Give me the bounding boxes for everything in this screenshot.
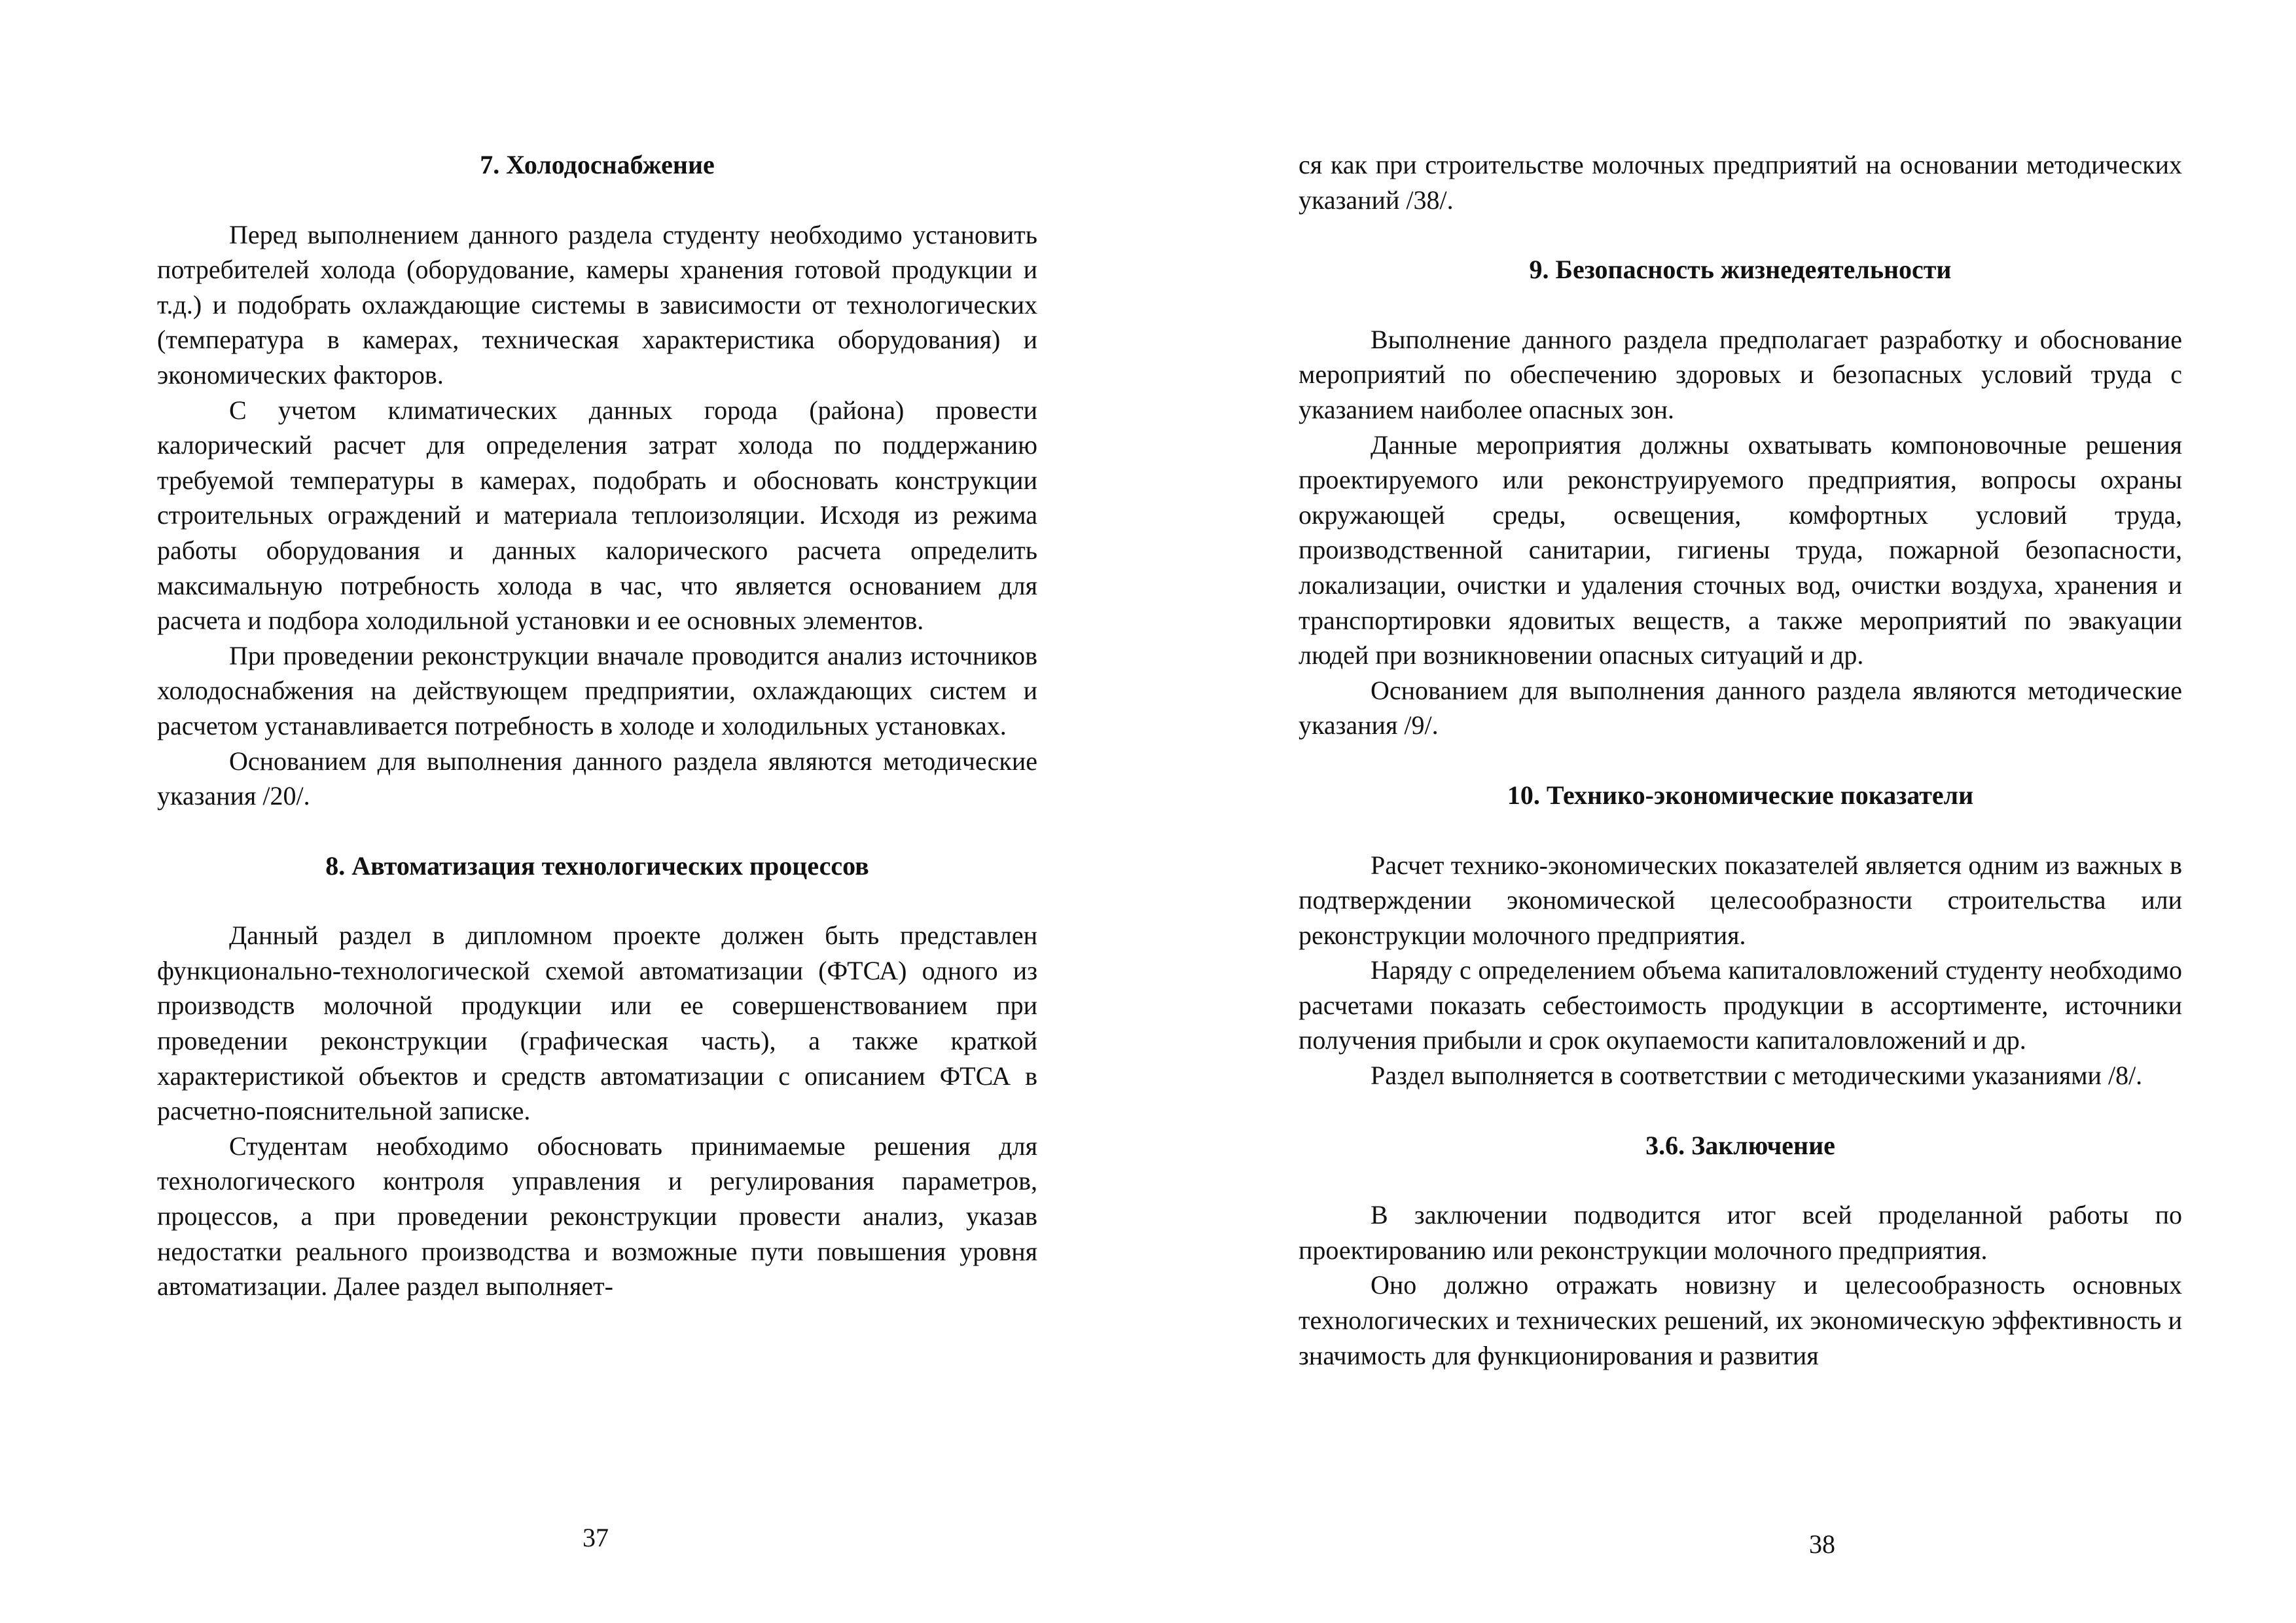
section-10-paragraph-1: Расчет технико-экономических показателей является одним из важных в подтверждении экономической целесообразности строительства или реконструкции молочного предприятия. [1299,850,2182,950]
section-3-6-heading: 3.6. Заключение [1645,1130,1835,1160]
section-7-paragraph-1: Перед выполнением данного раздела студенту необходимо установить потребителей холода (оборудование, камеры хранения готовой продукции и т.д.) и подобрать охлаждающие системы в зависимости от технологических (температура в камерах, техническая характеристика оборудования) и экономических факторов. [157,219,1037,390]
section-9-paragraph-1: Выполнение данного раздела предполагает разработку и обоснование мероприятий по обеспечению здоровых и безопасных условий труда с указанием наиболее опасных зон. [1299,324,2182,424]
section-9-paragraph-3: Основанием для выполнения данного раздела являются методические указания /9/. [1299,675,2182,740]
section-8-paragraph-1: Данный раздел в дипломном проекте должен быть представлен функционально-технологической схемой автоматизации (ФТСА) одного из производств молочной продукции или ее совершенствованием при проведении реконструкции (графическая часть), а также краткой характеристикой объектов и средств автоматизации с описанием ФТСА в расчетно-пояснительной записке. [157,921,1037,1126]
section-9-paragraph-2: Данные мероприятия должны охватывать компоновочные решения проектируемого или реконструируемого предприятия, вопросы охраны окружающей среды, освещения, комфортных условий труда, производственной санитарии, гигиены труда, пожарной безопасности, локализации, очистки и удаления сточных вод, очистки воздуха, хранения и транспортировки ядовитых веществ, а также мероприятий по эвакуации людей при возникновении опасных ситуаций и др. [1299,429,2182,670]
section-10-paragraph-2: Наряду с определением объема капиталовложений студенту необходимо расчетами показать себестоимость продукции в ассортименте, источники получения прибыли и срок окупаемости капиталовложений и др. [1299,955,2182,1055]
section-3-6-paragraph-2: Оно должно отражать новизну и целесообразность основных технологических и технических решений, их экономическую эффективность и значимость для функционирования и развития [1299,1270,2182,1370]
right-page [1148,0,2296,1623]
section-7-heading: 7. Холодоснабжение [480,150,715,179]
continuation-paragraph: ся как при строительстве молочных предприятий на основании методических указаний /38/. [1299,150,2182,215]
section-9-heading: 9. Безопасность жизнедеятельности [1529,255,1952,285]
page-number-right: 38 [1809,1529,1835,1559]
section-7-paragraph-3: При проведении реконструкции вначале проводится анализ источников холодоснабжения на действующем предприятии, охлаждающих систем и расчетом устанавливается потребность в холоде и холодильных установках. [157,640,1037,740]
section-7-paragraph-4: Основанием для выполнения данного раздела являются методические указания /20/. [157,746,1037,811]
section-8-heading: 8. Автоматизация технологических процессов [325,850,869,881]
section-3-6-paragraph-1: В заключении подводится итог всей проделанной работы по проектированию или реконструкции молочного предприятия. [1299,1200,2182,1265]
section-10-heading: 10. Технико-экономические показатели [1507,780,1974,810]
section-8-paragraph-2: Студентам необходимо обосновать принимаемые решения для технологического контроля управления и регулирования параметров, процессов, а при проведении реконструкции провести анализ, указав недостатки реального производства и возможные пути повышения уровня автоматизации. Далее раздел выполняет- [157,1131,1037,1302]
left-page-text-column [157,147,1037,1304]
right-page-text-column [1299,147,2182,1373]
page-number-left: 37 [583,1523,609,1552]
section-7-paragraph-2: С учетом климатических данных города (района) провести калорический расчет для определения затрат холода по поддержанию требуемой температуры в камерах, подобрать и обосновать конструкции строительных ограждений и материала теплоизоляции. Исходя из режима работы оборудования и данных калорического расчета определить максимальную потребность холода в час, что является основанием для расчета и подбора холодильной установки и ее основных элементов. [157,395,1037,636]
section-10-paragraph-3: Раздел выполняется в соответствии с методическими указаниями /8/. [1371,1061,2143,1091]
